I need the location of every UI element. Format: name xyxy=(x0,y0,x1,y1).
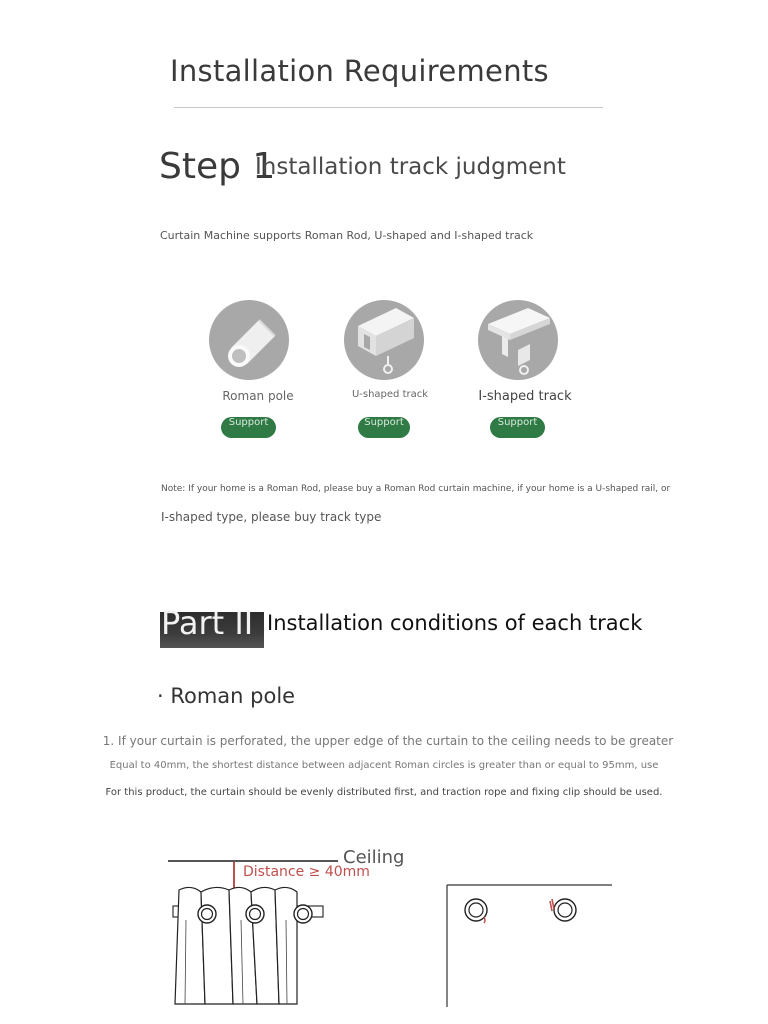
title-divider xyxy=(174,107,603,108)
grommet xyxy=(294,905,312,923)
section-subheading: · Roman pole xyxy=(157,684,296,708)
grommet-spacing-diagram xyxy=(440,875,620,1015)
grommet xyxy=(554,899,576,921)
part-label: Part II xyxy=(161,604,254,642)
note-line-1: Note: If your home is a Roman Rod, please buy a Roman Rod curtain machine, if your home is a U-shaped rail, or xyxy=(161,484,671,494)
paragraph-line-3: For this product, the curtain should be evenly distributed first, and traction rope and fixing clip should be used. xyxy=(105,787,663,798)
paragraph-line-2: Equal to 40mm, the shortest distance between adjacent Roman circles is greater than or equal to 95mm, use xyxy=(109,760,659,771)
track-label-i-shaped: I-shaped track xyxy=(478,389,572,404)
support-badge-u-shaped: Support xyxy=(358,417,410,438)
step-description: Curtain Machine supports Roman Rod, U-shaped and I-shaped track xyxy=(160,229,534,242)
grommet xyxy=(198,905,216,923)
paragraph-line-1: 1. If your curtain is perforated, the upper edge of the curtain to the ceiling needs to be greater xyxy=(102,734,674,748)
grommet xyxy=(246,905,264,923)
note-line-2: I-shaped type, please buy track type xyxy=(161,510,382,524)
ceiling-label: Ceiling xyxy=(343,847,405,868)
track-label-roman-pole: Roman pole xyxy=(222,389,294,403)
support-badge-roman-pole: Support xyxy=(221,417,276,438)
step-label: Step 1 xyxy=(159,146,276,187)
page-title: Installation Requirements xyxy=(170,54,549,88)
step-title: Installation track judgment xyxy=(255,154,566,180)
part-title: Installation conditions of each track xyxy=(267,611,643,635)
distance-label: Distance ≥ 40mm xyxy=(243,864,370,880)
track-label-u-shaped: U-shaped track xyxy=(351,389,429,400)
roman-pole-icon xyxy=(209,300,289,380)
u-track-icon xyxy=(344,300,424,380)
support-badge-i-shaped: Support xyxy=(490,417,545,438)
i-track-icon xyxy=(478,300,558,380)
